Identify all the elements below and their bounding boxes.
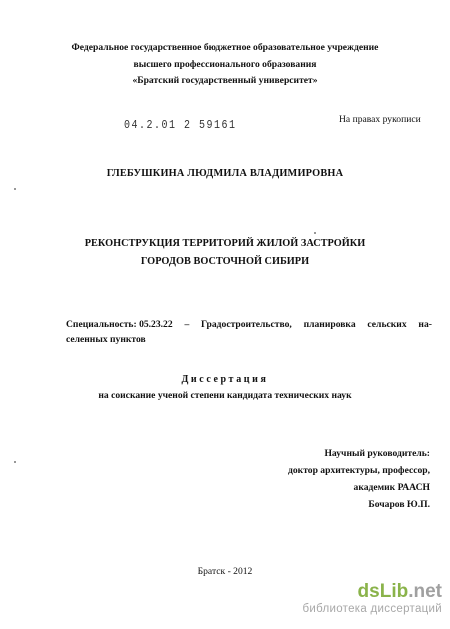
thesis-title-line-1: РЕКОНСТРУКЦИЯ ТЕРРИТОРИЙ ЖИЛОЙ ЗАСТРОЙКИ <box>84 238 366 249</box>
specialty-line-1 <box>66 318 432 331</box>
specialty-word: сельских <box>367 319 407 330</box>
thesis-title-line-2: ГОРОДОВ ВОСТОЧНОЙ СИБИРИ <box>140 256 310 267</box>
scan-speck <box>314 232 316 234</box>
scan-speck <box>14 461 16 463</box>
thesis-type: Диссертация <box>181 374 269 385</box>
specialty-word: планировка <box>303 319 356 330</box>
place-and-year: Братск - 2012 <box>197 566 253 577</box>
scan-speck <box>14 188 16 190</box>
supervisor-heading: Научный руководитель: <box>324 448 430 459</box>
dslib-logo: dsLib.net <box>357 581 442 602</box>
institution-line-1: Федеральное государственное бюджетное образовательное учреждение <box>71 42 379 53</box>
specialty-label: Специальность: 05.23.22 <box>66 319 173 330</box>
specialty-word: Градостроительство, <box>201 319 292 330</box>
specialty-word: на- <box>418 319 432 330</box>
archive-stamp: 04.2.01 2 59161 <box>124 120 237 133</box>
specialty-line-2: селенных пунктов <box>66 334 146 345</box>
supervisor-academic-rank: академик РААСН <box>353 482 430 493</box>
specialty-dash: – <box>184 319 190 330</box>
dslib-watermark <box>302 582 442 616</box>
institution-line-2: высшего профессионального образования <box>133 59 317 70</box>
supervisor-title: доктор архитектуры, профессор, <box>288 465 430 476</box>
supervisor-name: Бочаров Ю.П. <box>368 499 430 510</box>
manuscript-note: На правах рукописи <box>339 114 421 125</box>
dslib-caption: библиотека диссертаций <box>302 603 442 615</box>
author-name: ГЛЕБУШКИНА ЛЮДМИЛА ВЛАДИМИРОВНА <box>106 168 344 179</box>
degree-line: на соискание ученой степени кандидата технических наук <box>98 390 352 401</box>
institution-line-3: «Братский государственный университет» <box>132 75 318 86</box>
